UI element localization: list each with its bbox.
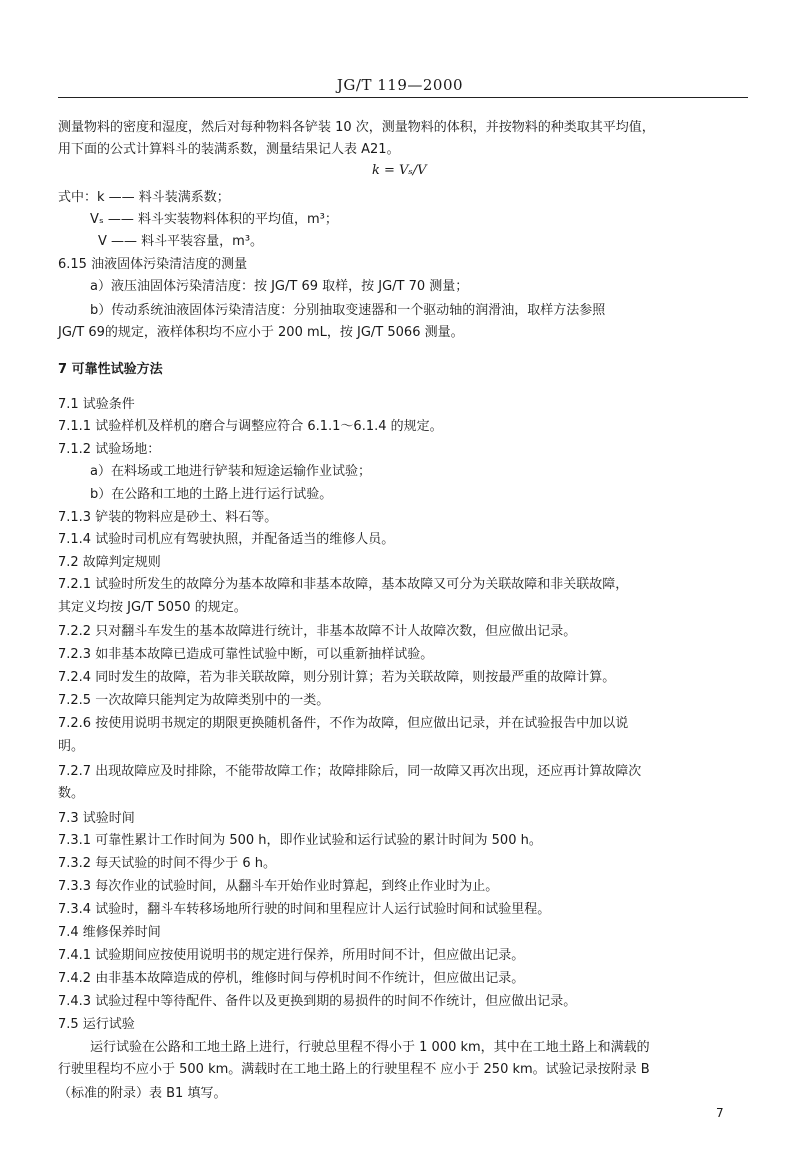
- body-line: 7.2.2 只对翻斗车发生的基本故障进行统计，非基本故障不计人故障次数，但应做出记录。: [58, 624, 577, 639]
- body-line: 7.4.3 试验过程中等待配件、备件以及更换到期的易损件的时间不作统计，但应做出记录。: [58, 994, 577, 1009]
- body-line: 7.2.6 按使用说明书规定的期限更换随机备件，不作为故障，但应做出记录，并在试验报告中加以说: [58, 716, 629, 731]
- body-line: a）在料场或工地进行铲装和短途运输作业试验；: [90, 464, 371, 479]
- header-rule: [58, 97, 748, 98]
- body-line: 7.1.3 铲装的物料应是砂土、料石等。: [58, 510, 278, 525]
- body-line: b）在公路和工地的土路上进行运行试验。: [90, 487, 333, 502]
- body-line: 7.3.1 可靠性累计工作时间为 500 h，即作业试验和运行试验的累计时间为 500 h。: [58, 833, 542, 848]
- body-line: Vₛ —— 料斗实装物料体积的平均值，m³；: [90, 212, 338, 227]
- section-heading: 7.5 运行试验: [58, 1017, 135, 1032]
- body-line: 运行试验在公路和工地土路上进行，行驶总里程不得小于 1 000 km，其中在工地土路上和满载的: [90, 1040, 650, 1055]
- body-line: b）传动系统油液固体污染清洁度：分别抽取变速器和一个驱动轴的润滑油，取样方法参照: [90, 303, 606, 318]
- body-line: 用下面的公式计算料斗的装满系数，测量结果记人表 A21。: [58, 142, 400, 157]
- body-line: 7.3.3 每次作业的试验时间，从翻斗车开始作业时算起，到终止作业时为止。: [58, 879, 499, 894]
- body-line: 其定义均按 JG/T 5050 的规定。: [58, 600, 247, 615]
- body-line: 测量物料的密度和湿度，然后对每种物料各铲装 10 次，测量物料的体积，并按物料的种类取其平均值，: [58, 120, 655, 135]
- body-line: 7.2.5 一次故障只能判定为故障类别中的一类。: [58, 693, 330, 708]
- body-line: 7.2.7 出现故障应及时排除，不能带故障工作；故障排除后，同一故障又再次出现，还应再计算故障次: [58, 764, 642, 779]
- body-line: 7.3.2 每天试验的时间不得少于 6 h。: [58, 856, 276, 871]
- section-heading: 7.4 维修保养时间: [58, 925, 161, 940]
- body-line: 7.4.1 试验期间应按使用说明书的规定进行保养，所用时间不计，但应做出记录。: [58, 948, 525, 963]
- body-line: 数。: [58, 786, 85, 801]
- body-line: 7.1.2 试验场地：: [58, 442, 161, 457]
- body-line: 7.3.4 试验时，翻斗车转移场地所行驶的时间和里程应计人运行试验时间和试验里程。: [58, 902, 551, 917]
- body-line: （标准的附录）表 B1 填写。: [58, 1086, 227, 1101]
- body-line: 行驶里程均不应小于 500 km。满载时在工地土路上的行驶里程不 应小于 250 km。试验记录按附录 B: [58, 1062, 650, 1077]
- body-line: 7.2.3 如非基本故障已造成可靠性试验中断，可以重新抽样试验。: [58, 647, 434, 662]
- chapter-heading: 7 可靠性试验方法: [58, 362, 163, 377]
- page-number: 7: [716, 1106, 724, 1120]
- body-line: 7.1.4 试验时司机应有驾驶执照，并配备适当的维修人员。: [58, 532, 395, 547]
- body-line: 7.4.2 由非基本故障造成的停机，维修时间与停机时间不作统计，但应做出记录。: [58, 971, 525, 986]
- section-heading: 6.15 油液固体污染清洁度的测量: [58, 257, 248, 272]
- formula: k = Vₛ/V: [372, 163, 427, 178]
- body-line: 7.2.4 同时发生的故障，若为非关联故障，则分别计算；若为关联故障，则按最严重的故障计算。: [58, 670, 616, 685]
- running-header: JG/T 119—2000: [336, 76, 464, 94]
- body-line: a）液压油固体污染清洁度：按 JG/T 69 取样，按 JG/T 70 测量；: [90, 279, 469, 294]
- body-line: JG/T 69的规定，液样体积均不应小于 200 mL，按 JG/T 5066 测量。: [58, 325, 464, 340]
- body-line: 明。: [58, 739, 85, 754]
- section-heading: 7.3 试验时间: [58, 811, 135, 826]
- body-line: 7.1.1 试验样机及样机的磨合与调整应符合 6.1.1～6.1.4 的规定。: [58, 419, 443, 434]
- body-line: 式中：k —— 料斗装满系数；: [58, 190, 230, 205]
- section-heading: 7.1 试验条件: [58, 397, 135, 412]
- section-heading: 7.2 故障判定规则: [58, 555, 161, 570]
- body-line: 7.2.1 试验时所发生的故障分为基本故障和非基本故障，基本故障又可分为关联故障和非关联故障，: [58, 577, 629, 592]
- body-line: V —— 料斗平装容量，m³。: [98, 234, 264, 249]
